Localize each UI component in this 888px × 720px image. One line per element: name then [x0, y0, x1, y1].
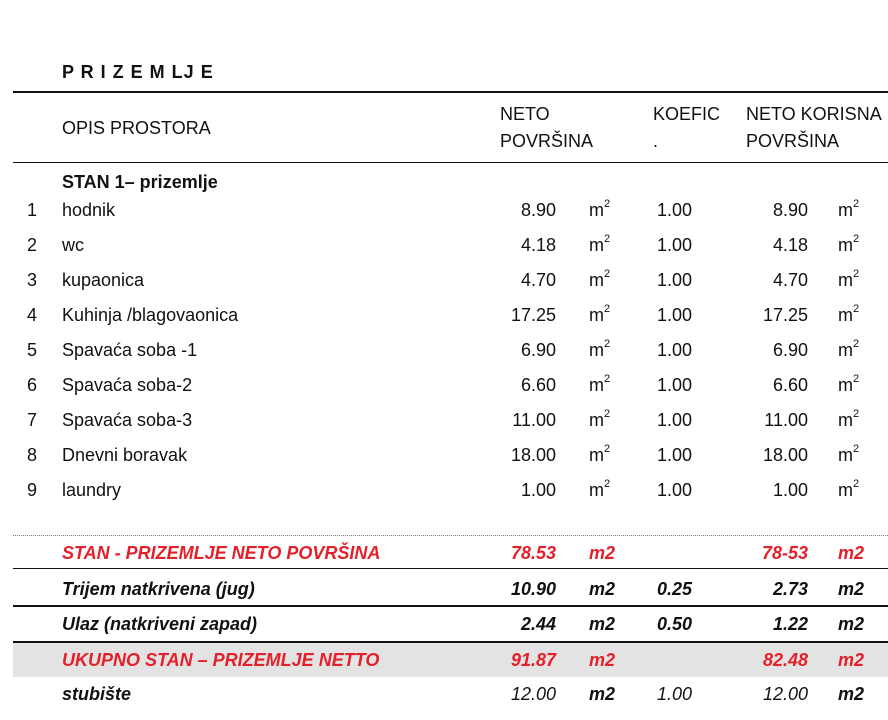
unit-base: m: [589, 235, 604, 255]
unit-exponent: 2: [604, 443, 611, 455]
header-koef-line1: KOEFIC: [653, 104, 721, 124]
unit-base: m: [589, 445, 604, 465]
neto-unit: [589, 270, 610, 291]
row-number: 8: [27, 445, 38, 465]
summary-area: 91.87: [510, 650, 556, 670]
table-row: [0, 193, 888, 229]
summary-rule-2: [13, 605, 888, 607]
neto-area: 11.00: [512, 410, 556, 430]
row-number: 3: [27, 270, 38, 290]
neto-area: 8.90: [520, 200, 556, 220]
unit-exponent: 2: [604, 198, 611, 210]
summary-net-unit: m2: [838, 614, 865, 634]
unit-base: m: [838, 410, 853, 430]
unit-base: m: [589, 340, 604, 360]
summary-unit: m2: [589, 684, 616, 704]
room-name: Spavaća soba -1: [62, 340, 198, 360]
net-usable-unit: [838, 375, 859, 396]
net-usable-area: 17.25: [762, 305, 808, 325]
room-name: wc: [62, 235, 84, 255]
summary-net-unit: m2: [838, 650, 865, 670]
summary-row: [0, 643, 888, 679]
header-korisna-line1: NETO KORISNA: [746, 104, 882, 124]
room-name: laundry: [62, 480, 122, 500]
summary-area: 12.00: [510, 684, 556, 704]
summary-net-area: 1.22: [772, 614, 808, 634]
row-number: 4: [27, 305, 38, 325]
coefficient: 1.00: [657, 200, 693, 220]
summary-area: 78.53: [510, 543, 556, 563]
net-usable-area: 18.00: [762, 445, 808, 465]
summary-unit: m2: [589, 543, 616, 563]
summary-row: [0, 677, 888, 713]
header-koef-line2: .: [653, 131, 659, 151]
unit-base: m: [589, 305, 604, 325]
net-usable-unit: [838, 235, 859, 256]
net-usable-unit: [838, 270, 859, 291]
neto-unit: [589, 305, 610, 326]
header-rule: [13, 162, 888, 163]
neto-unit: [589, 375, 610, 396]
neto-area: 1.00: [520, 480, 556, 500]
unit-base: m: [589, 480, 604, 500]
unit-exponent: 2: [604, 303, 611, 315]
neto-unit: [589, 480, 610, 501]
coefficient: 1.00: [657, 410, 693, 430]
table-row: [0, 473, 888, 509]
summary-net-area: 12.00: [762, 684, 808, 704]
unit-base: m: [838, 200, 853, 220]
room-name: Kuhinja /blagovaonica: [62, 305, 239, 325]
unit-exponent: 2: [604, 408, 611, 420]
summary-net-area: 82.48: [762, 650, 808, 670]
table-row: [0, 403, 888, 439]
neto-area: 17.25: [510, 305, 556, 325]
room-name: hodnik: [62, 200, 116, 220]
table-row: [0, 438, 888, 474]
summary-rule-1: [13, 568, 888, 569]
neto-area: 6.60: [520, 375, 556, 395]
net-usable-unit: [838, 340, 859, 361]
table-row: [0, 333, 888, 369]
unit-base: m: [589, 200, 604, 220]
unit-base: m: [838, 445, 853, 465]
header-neto-line2: POVRŠINA: [500, 131, 594, 151]
net-usable-area: 6.60: [772, 375, 808, 395]
header-opis-prostora: OPIS PROSTORA: [62, 118, 211, 138]
summary-net-unit: m2: [838, 579, 865, 599]
unit-exponent: 2: [853, 303, 860, 315]
coefficient: 1.00: [657, 235, 693, 255]
row-number: 6: [27, 375, 38, 395]
neto-unit: [589, 235, 610, 256]
unit-exponent: 2: [853, 478, 860, 490]
summary-coefficient: 0.25: [657, 579, 693, 599]
unit-base: m: [838, 340, 853, 360]
summary-label: UKUPNO STAN – PRIZEMLJE NETTO: [62, 650, 380, 670]
summary-coefficient: 1.00: [657, 684, 693, 704]
row-number: 2: [27, 235, 38, 255]
row-number: 1: [27, 200, 38, 220]
unit-exponent: 2: [853, 268, 860, 280]
coefficient: 1.00: [657, 305, 693, 325]
neto-unit: [589, 445, 610, 466]
table-row: [0, 298, 888, 334]
net-usable-unit: [838, 480, 859, 501]
row-number: 9: [27, 480, 38, 500]
unit-base: m: [589, 410, 604, 430]
unit-base: m: [838, 235, 853, 255]
summary-unit: m2: [589, 579, 616, 599]
neto-area: 6.90: [520, 340, 556, 360]
summary-net-unit: m2: [838, 684, 865, 704]
neto-area: 18.00: [510, 445, 556, 465]
table-row: [0, 368, 888, 404]
unit-exponent: 2: [853, 233, 860, 245]
room-name: kupaonica: [62, 270, 145, 290]
unit-exponent: 2: [604, 373, 611, 385]
summary-unit: m2: [589, 614, 616, 634]
unit-exponent: 2: [853, 198, 860, 210]
summary-row: [0, 607, 888, 643]
header-korisna-line2: POVRŠINA: [746, 131, 840, 151]
unit-exponent: 2: [853, 408, 860, 420]
unit-exponent: 2: [853, 338, 860, 350]
unit-exponent: 2: [604, 338, 611, 350]
unit-exponent: 2: [853, 373, 860, 385]
summary-net-unit: m2: [838, 543, 865, 563]
summary-coefficient: 0.50: [657, 614, 693, 634]
unit-base: m: [589, 375, 604, 395]
top-rule: [13, 91, 888, 93]
apartment-subheading: STAN 1– prizemlje: [62, 172, 218, 192]
unit-base: m: [838, 270, 853, 290]
unit-exponent: 2: [604, 268, 611, 280]
summary-unit: m2: [589, 650, 616, 670]
room-name: Dnevni boravak: [62, 445, 188, 465]
coefficient: 1.00: [657, 445, 693, 465]
net-usable-area: 1.00: [772, 480, 808, 500]
neto-area: 4.18: [520, 235, 556, 255]
unit-exponent: 2: [604, 233, 611, 245]
coefficient: 1.00: [657, 340, 693, 360]
table-row: [0, 228, 888, 264]
unit-base: m: [838, 305, 853, 325]
net-usable-area: 6.90: [772, 340, 808, 360]
unit-exponent: 2: [604, 478, 611, 490]
summary-net-area: 78-53: [761, 543, 808, 563]
summary-net-area: 2.73: [772, 579, 808, 599]
neto-area: 4.70: [520, 270, 556, 290]
neto-unit: [589, 340, 610, 361]
row-number: 7: [27, 410, 38, 430]
unit-exponent: 2: [853, 443, 860, 455]
unit-base: m: [589, 270, 604, 290]
summary-label: stubište: [62, 684, 132, 704]
net-usable-unit: [838, 410, 859, 431]
unit-base: m: [838, 480, 853, 500]
coefficient: 1.00: [657, 375, 693, 395]
net-usable-area: 8.90: [772, 200, 808, 220]
net-usable-unit: [838, 445, 859, 466]
summary-label: STAN - PRIZEMLJE NETO POVRŠINA: [62, 543, 381, 563]
net-usable-area: 4.18: [772, 235, 808, 255]
summary-rule-3: [13, 641, 888, 643]
room-name: Spavaća soba-3: [62, 410, 193, 430]
header-neto-line1: NETO: [500, 104, 550, 124]
summary-area: 10.90: [510, 579, 556, 599]
neto-unit: [589, 200, 610, 221]
summary-label: Ulaz (natkriveni zapad): [62, 614, 258, 634]
summary-row: [0, 536, 888, 572]
net-usable-unit: [838, 200, 859, 221]
coefficient: 1.00: [657, 480, 693, 500]
table-row: [0, 263, 888, 299]
row-number: 5: [27, 340, 38, 360]
net-usable-unit: [838, 305, 859, 326]
summary-label: Trijem natkrivena (jug): [62, 579, 255, 599]
section-title: P R I Z E M LJ E: [62, 62, 214, 82]
coefficient: 1.00: [657, 270, 693, 290]
room-name: Spavaća soba-2: [62, 375, 193, 395]
summary-area: 2.44: [520, 614, 556, 634]
unit-base: m: [838, 375, 853, 395]
summary-row: [0, 572, 888, 608]
neto-unit: [589, 410, 610, 431]
net-usable-area: 11.00: [764, 410, 808, 430]
net-usable-area: 4.70: [772, 270, 808, 290]
